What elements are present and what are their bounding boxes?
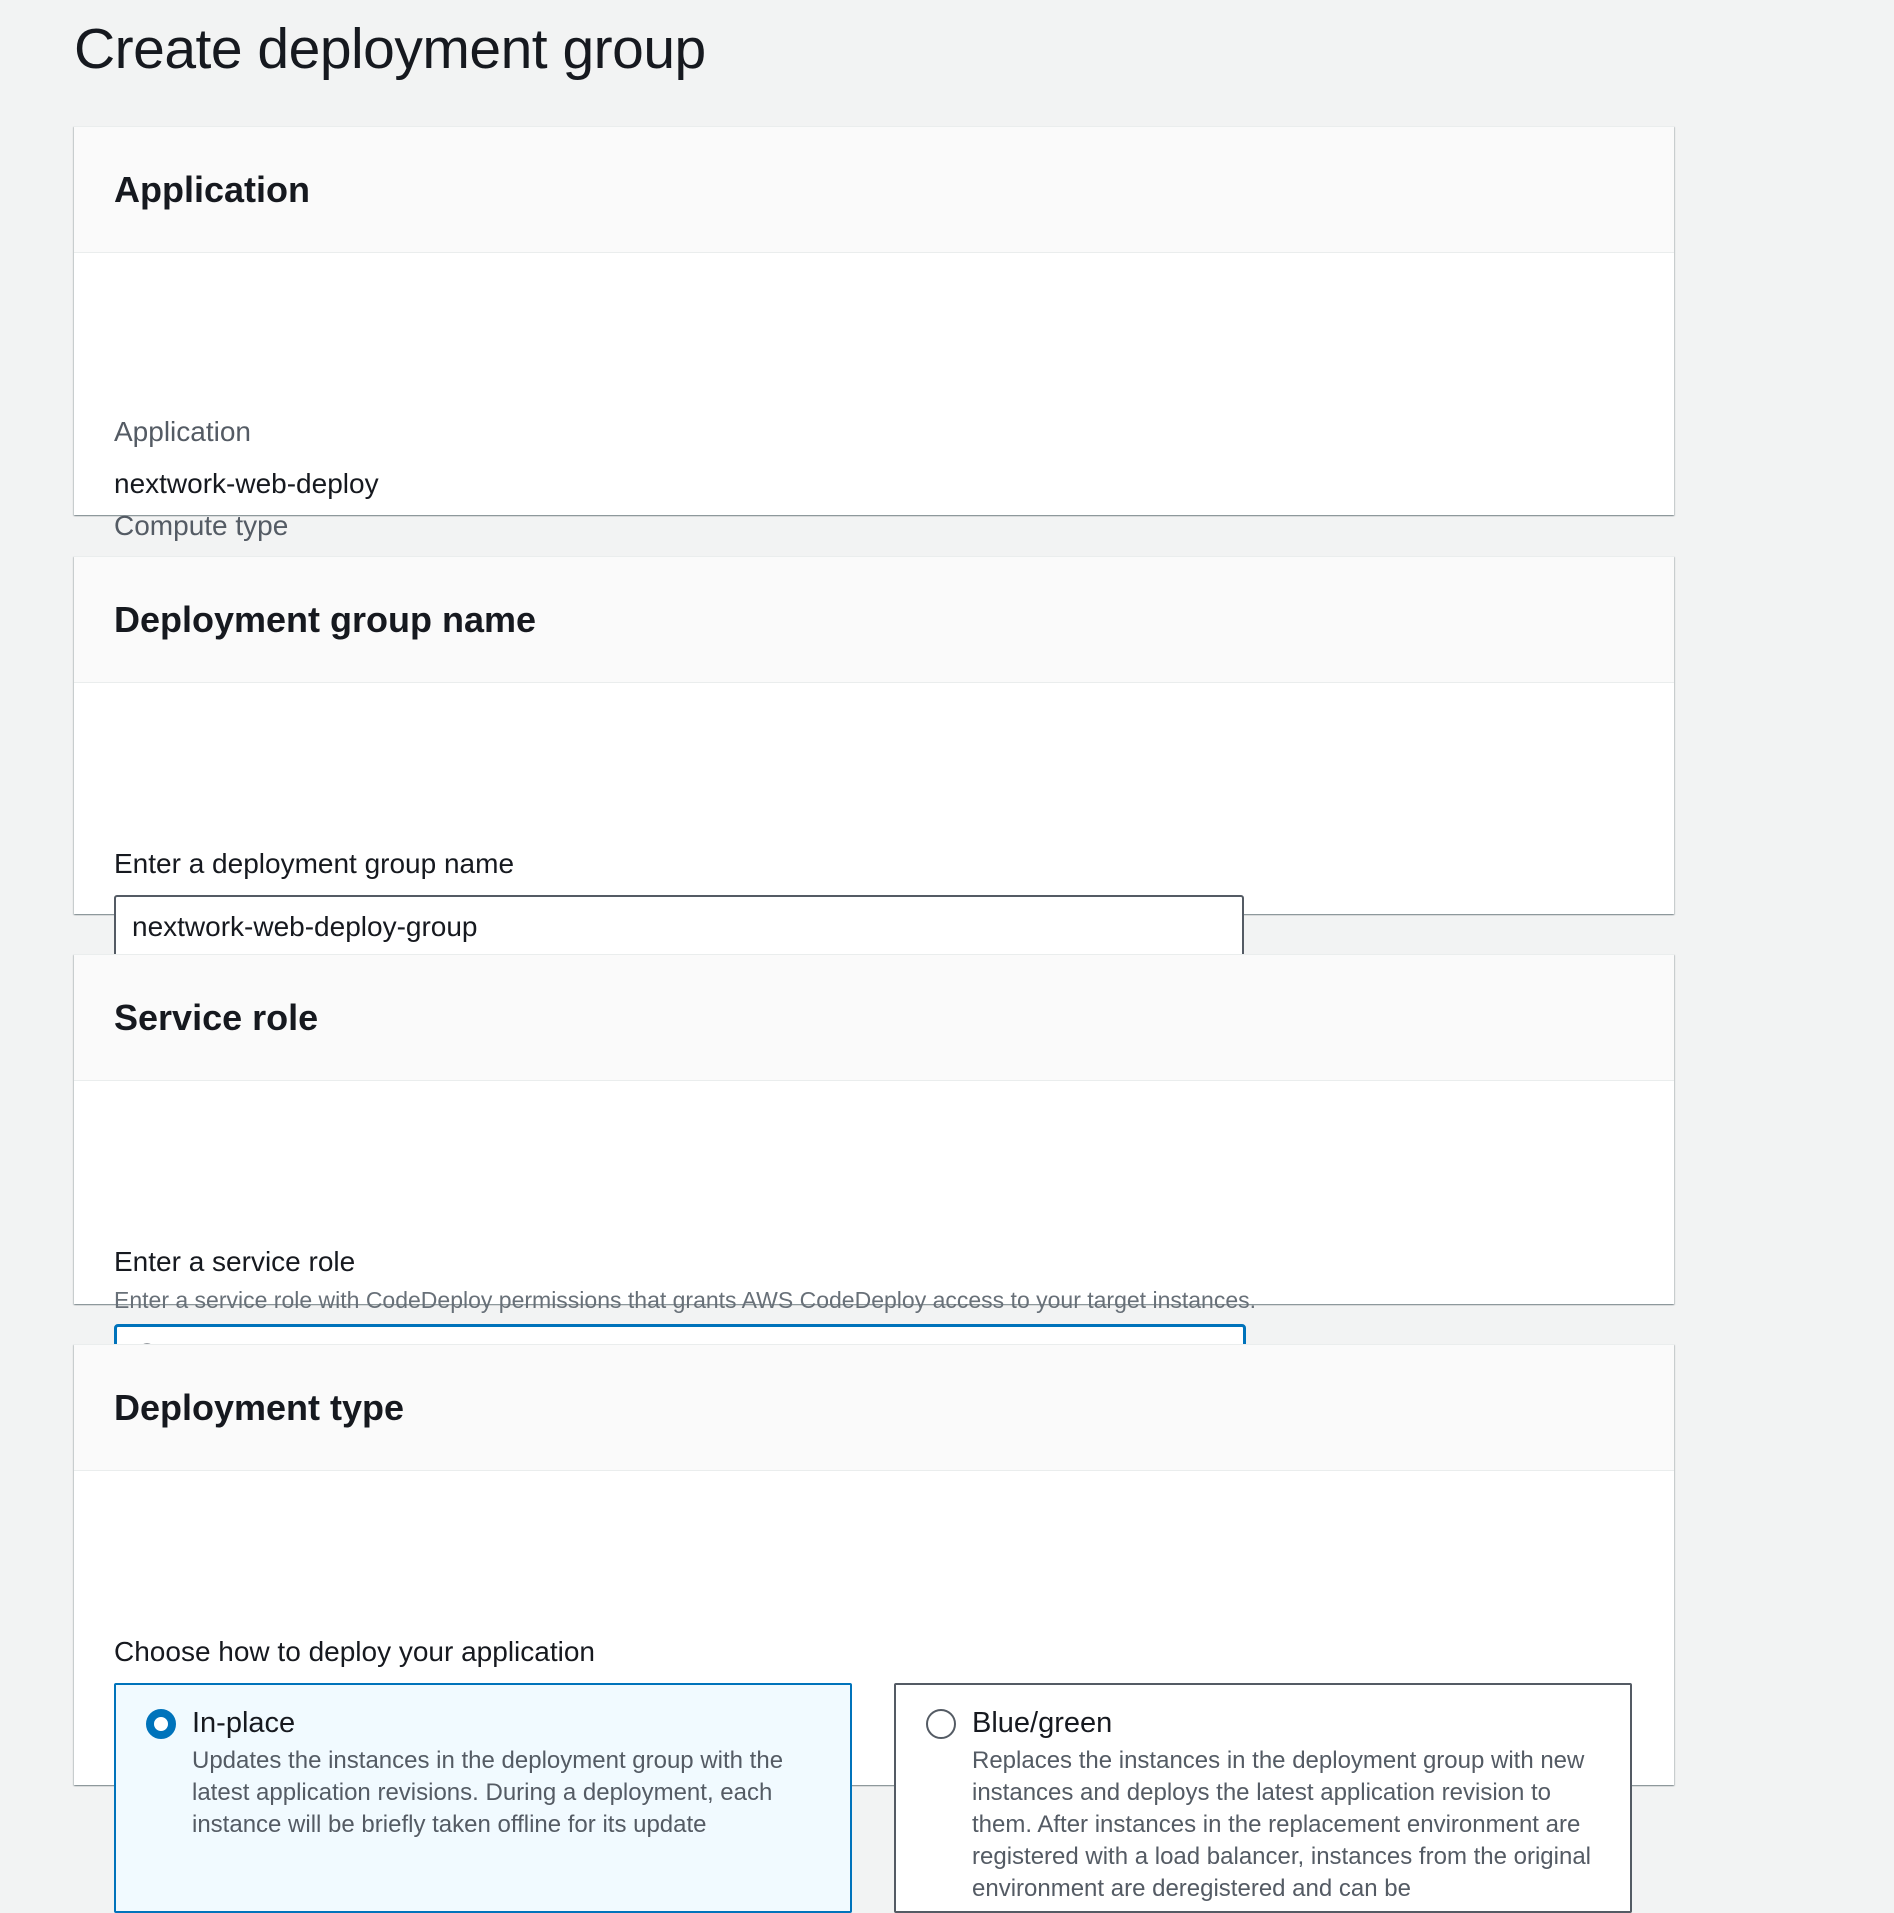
service-role-panel-title: Service role xyxy=(114,996,319,1038)
service-role-label: Enter a service role xyxy=(114,1246,356,1277)
deployment-type-option-blue-green[interactable] xyxy=(894,1683,1632,1913)
in-place-title: In-place xyxy=(192,1707,296,1739)
deployment-type-label: Choose how to deploy your application xyxy=(114,1636,595,1667)
service-role-panel-header xyxy=(74,955,1674,1081)
deployment-group-name-panel xyxy=(74,556,1674,914)
deployment-group-name-label: Enter a deployment group name xyxy=(114,848,515,879)
application-panel-title: Application xyxy=(114,168,310,210)
blue-green-description: Replaces the instances in the deployment group with new instances and deploys the latest application revision to them. After instances in the replacement environment are registered with a load balancer, instances from the original environment are deregistered and can be xyxy=(972,1747,1592,1902)
deployment-group-name-panel-title: Deployment group name xyxy=(114,598,537,640)
deployment-type-option-in-place[interactable] xyxy=(114,1683,852,1913)
page-title: Create deployment group xyxy=(74,17,706,81)
deployment-group-name-panel-header xyxy=(74,557,1674,683)
compute-type-label: Compute type xyxy=(114,510,289,541)
deployment-type-panel-title: Deployment type xyxy=(114,1386,405,1428)
application-label: Application xyxy=(114,416,251,447)
application-panel xyxy=(74,126,1674,541)
deployment-type-panel xyxy=(74,1344,1674,1902)
in-place-description: Updates the instances in the deployment group with the latest application revisions. During a deployment, each instance will be briefly taken offline for its update xyxy=(192,1747,784,1838)
application-panel-header xyxy=(74,127,1674,253)
service-role-panel xyxy=(74,954,1674,1313)
deployment-group-name-input[interactable] xyxy=(114,895,1244,959)
deployment-type-panel-header xyxy=(74,1345,1674,1471)
blue-green-radio[interactable] xyxy=(926,1709,956,1739)
blue-green-title: Blue/green xyxy=(972,1707,1113,1739)
in-place-radio[interactable] xyxy=(146,1709,176,1739)
application-value: nextwork-web-deploy xyxy=(114,468,379,499)
service-role-description: Enter a service role with CodeDeploy permissions that grants AWS CodeDeploy access to your target instances. xyxy=(114,1287,1257,1313)
